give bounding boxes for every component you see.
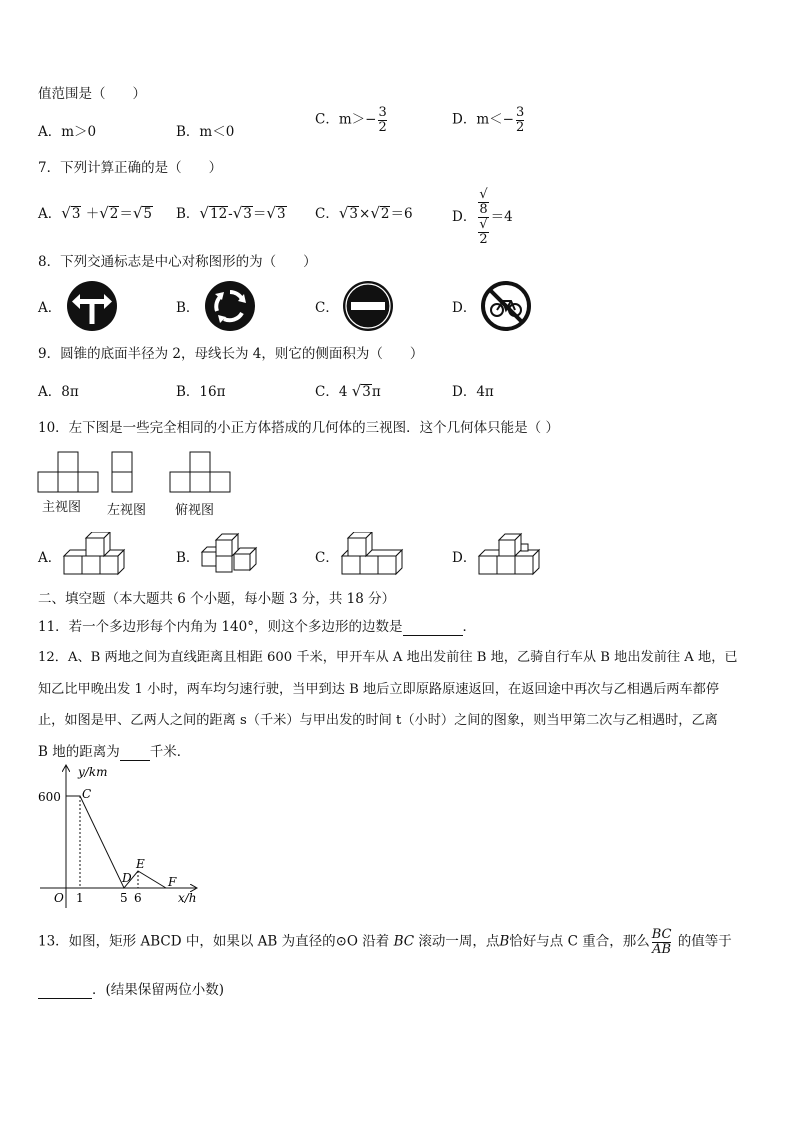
q9-option-b[interactable]: B．16π bbox=[176, 384, 226, 400]
left-view-label: 左视图 bbox=[107, 503, 147, 518]
q7-stem: 7．下列计算正确的是（ ） bbox=[38, 160, 223, 176]
q12-line-4: B 地的距离为 千米． bbox=[38, 744, 191, 760]
fraction: $\frac{3}{2}$ bbox=[515, 105, 525, 135]
section-2-title: 二、填空题（本大题共 6 个小题，每小题 3 分，共 18 分） bbox=[38, 591, 396, 607]
no-bicycle-sign-icon[interactable] bbox=[480, 280, 532, 332]
q8-letter-b: B． bbox=[176, 300, 200, 316]
q6-option-c[interactable]: C．m＞− $\frac{3}{2}$ bbox=[315, 105, 387, 135]
point-e-label: E bbox=[136, 857, 145, 871]
distance-polyline bbox=[66, 796, 166, 888]
q12-line-3: 止，如图是甲、乙两人之间的距离 s（千米）与甲出发的时间 t（小时）之间的图象，则当甲第二次与乙相遇时，乙离 bbox=[38, 713, 718, 728]
q8-letter-d: D． bbox=[452, 300, 477, 316]
x-tick-5: 5 bbox=[120, 891, 128, 905]
no-entry-sign-icon[interactable] bbox=[342, 280, 394, 332]
q9-option-d[interactable]: D．4π bbox=[452, 384, 494, 400]
top-view-label: 俯视图 bbox=[175, 503, 215, 518]
front-view-label: 主视图 bbox=[42, 500, 82, 515]
origin-label: O bbox=[54, 891, 64, 905]
point-f-label: F bbox=[168, 875, 177, 889]
q8-letter-a: A． bbox=[38, 300, 62, 316]
q8-letter-c: C． bbox=[315, 300, 339, 316]
q10-option-a-cubes[interactable] bbox=[62, 532, 126, 576]
q10-stem: 10．左下图是一些完全相同的小正方体搭成的几何体的三视图．这个几何体只能是（ ） bbox=[38, 420, 559, 436]
q9-option-a[interactable]: A．8π bbox=[38, 384, 79, 400]
q9-stem: 9．圆锥的底面半径为 2，母线长为 4，则它的侧面积为（ ） bbox=[38, 346, 424, 362]
point-d-label: D bbox=[122, 871, 132, 885]
q9-option-c[interactable]: C．4 √3π bbox=[315, 382, 381, 400]
q7-option-d[interactable]: D． √ 8 √ 2 ＝4 bbox=[452, 187, 513, 247]
q6-option-b[interactable]: B．m＜0 bbox=[176, 124, 235, 140]
q7-option-b[interactable]: B．√12-√3＝√3 bbox=[176, 204, 286, 222]
q12-line-2: 知乙比甲晚出发 1 小时，两车均匀速行驶，当甲到达 B 地后立即原路原速返回，在返回途中再次与乙相遇后两车都停 bbox=[38, 682, 720, 697]
q7-option-a[interactable]: A．√3 ＋√2＝√5 bbox=[38, 204, 153, 222]
q7-option-c[interactable]: C．√3×√2＝6 bbox=[315, 204, 413, 222]
point-c-label: C bbox=[82, 787, 92, 801]
q6-stem-tail: 值范围是（ ） bbox=[38, 86, 146, 102]
y-tick-600: 600 bbox=[38, 790, 61, 804]
q10-option-b-cubes[interactable] bbox=[200, 532, 264, 576]
three-views-figure bbox=[36, 448, 236, 494]
q13-line-2: ．(结果保留两位小数) bbox=[38, 978, 224, 999]
turn-left-right-sign-icon[interactable] bbox=[66, 280, 118, 332]
x-axis-label: x/h bbox=[178, 891, 197, 905]
q13-answer-blank[interactable] bbox=[38, 982, 92, 999]
q12-answer-blank[interactable] bbox=[120, 744, 150, 761]
q6-option-a[interactable]: A．m＞0 bbox=[38, 124, 97, 140]
fraction: $\frac{3}{2}$ bbox=[378, 105, 387, 135]
x-tick-1: 1 bbox=[76, 891, 84, 905]
q11-answer-blank[interactable] bbox=[403, 619, 463, 636]
x-tick-6: 6 bbox=[134, 891, 142, 905]
q13-line-1: 13．如图，矩形 ABCD 中，如果以 AB 为直径的⊙O 沿着 BC 滚动一周，点B恰好与点 C 重合，那么 $\frac{BC}{AB}$ 的值等于 bbox=[38, 927, 732, 957]
q10-option-c-cubes[interactable] bbox=[340, 532, 404, 576]
q10-letter-c: C． bbox=[315, 550, 339, 566]
q10-letter-a: A． bbox=[38, 550, 62, 566]
q11-stem: 11．若一个多边形每个内角为 140°，则这个多边形的边数是 ． bbox=[38, 619, 476, 635]
q10-letter-d: D． bbox=[452, 550, 477, 566]
roundabout-sign-icon[interactable] bbox=[204, 280, 256, 332]
q10-option-d-cubes[interactable] bbox=[477, 532, 541, 576]
q12-line-1: 12．A、B 两地之间为直线距离且相距 600 千米，甲开车从 A 地出发前往 B 地，乙骑自行车从 B 地出发前往 A 地，已 bbox=[38, 650, 738, 665]
q8-stem: 8．下列交通标志是中心对称图形的为（ ） bbox=[38, 254, 317, 270]
bc-over-ab-fraction: $\frac{BC}{AB}$ bbox=[651, 927, 672, 957]
y-axis-label: y/km bbox=[78, 765, 108, 779]
q6-option-d[interactable]: D．m＜− $\frac{3}{2}$ bbox=[452, 105, 525, 135]
q12-graph bbox=[36, 760, 216, 910]
q10-letter-b: B． bbox=[176, 550, 200, 566]
